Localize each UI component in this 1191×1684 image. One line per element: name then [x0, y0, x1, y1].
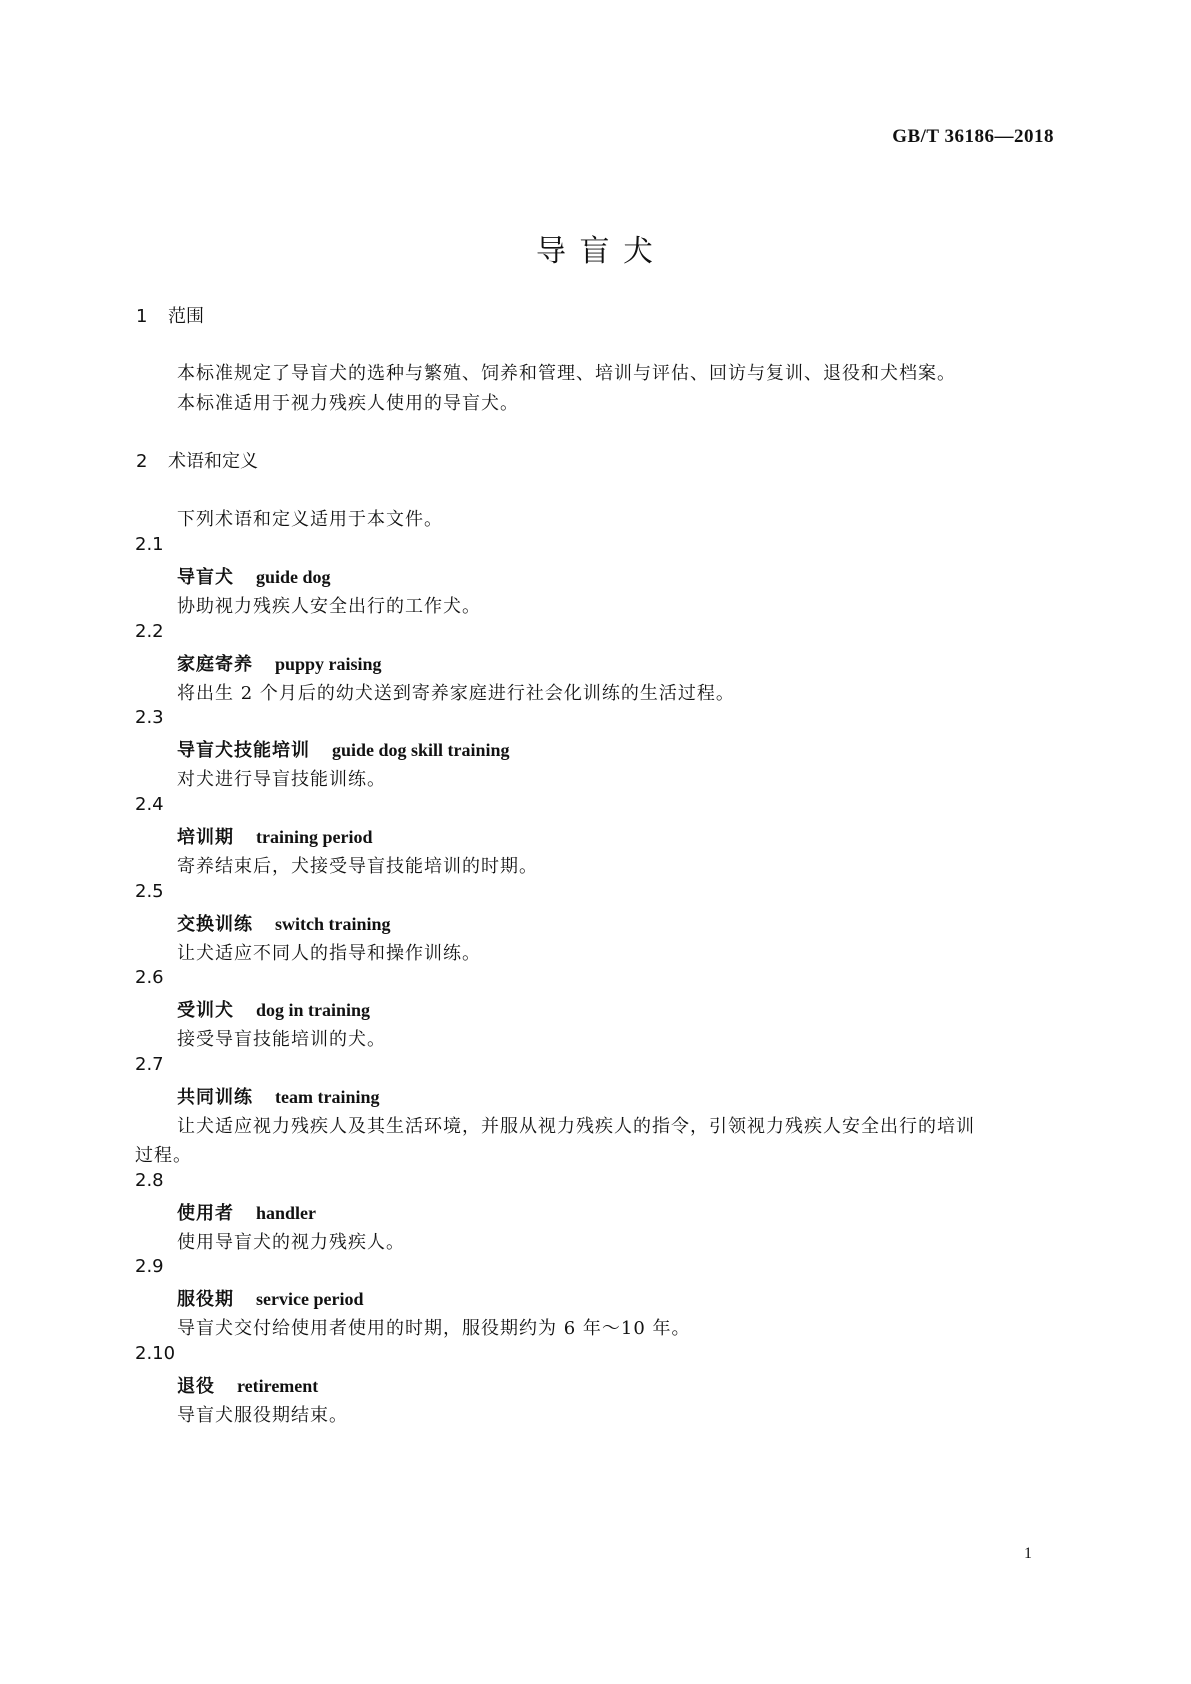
- term-definition: 让犬适应不同人的指导和操作训练。: [177, 943, 481, 964]
- term-chinese: 使用者: [177, 1203, 234, 1224]
- section-title: 术语和定义: [168, 451, 258, 472]
- standard-code: GB/T 36186—2018: [892, 126, 1054, 147]
- scope-paragraph-2: 本标准适用于视力残疾人使用的导盲犬。: [177, 393, 519, 414]
- term-definition: 接受导盲技能培训的犬。: [177, 1029, 386, 1050]
- term-number: 2.7: [135, 1054, 164, 1075]
- scope-paragraph-1: 本标准规定了导盲犬的选种与繁殖、饲养和管理、培训与评估、回访与复训、退役和犬档案。: [177, 363, 956, 384]
- term-definition: 导盲犬交付给使用者使用的时期，服役期约为 6 年～10 年。: [177, 1318, 691, 1339]
- term-entry: [177, 910, 391, 936]
- term-english: service period: [256, 1289, 364, 1309]
- term-number: 2.9: [135, 1256, 164, 1277]
- term-entry: [177, 1372, 318, 1398]
- term-number: 2.3: [135, 707, 164, 728]
- section-title: 范围: [168, 306, 204, 327]
- page-number: 1: [1024, 1545, 1032, 1562]
- term-entry: [177, 563, 331, 589]
- term-english: guide dog skill training: [332, 740, 510, 760]
- term-number: 2.10: [135, 1343, 176, 1364]
- term-number: 2.2: [135, 621, 164, 642]
- term-number: 2.4: [135, 794, 164, 815]
- term-entry: [177, 823, 373, 849]
- term-chinese: 家庭寄养: [177, 654, 253, 675]
- term-entry: [177, 650, 382, 676]
- term-english: training period: [256, 827, 373, 847]
- term-entry: [177, 736, 510, 762]
- term-english: guide dog: [256, 567, 331, 587]
- term-definition: 对犬进行导盲技能训练。: [177, 769, 386, 790]
- term-chinese: 导盲犬: [177, 567, 234, 588]
- term-chinese: 受训犬: [177, 1000, 234, 1021]
- term-english: retirement: [237, 1376, 319, 1396]
- term-definition-continuation: 过程。: [135, 1145, 192, 1166]
- term-entry: [177, 996, 370, 1022]
- term-chinese: 培训期: [177, 827, 234, 848]
- section-number: 1: [136, 306, 148, 327]
- term-definition: 让犬适应视力残疾人及其生活环境，并服从视力残疾人的指令，引领视力残疾人安全出行的培训: [177, 1116, 975, 1137]
- section-number: 2: [136, 451, 148, 472]
- section-heading-terms: [136, 447, 258, 473]
- term-chinese: 交换训练: [177, 914, 253, 935]
- document-title: 导 盲 犬: [535, 234, 656, 269]
- term-chinese: 导盲犬技能培训: [177, 740, 310, 761]
- term-entry: [177, 1285, 363, 1311]
- term-english: team training: [275, 1087, 380, 1107]
- term-english: dog in training: [256, 1000, 371, 1020]
- term-chinese: 服役期: [177, 1289, 234, 1310]
- term-english: puppy raising: [275, 654, 382, 674]
- term-definition: 使用导盲犬的视力残疾人。: [177, 1232, 405, 1253]
- term-entry: [177, 1199, 316, 1225]
- terms-intro-paragraph: 下列术语和定义适用于本文件。: [177, 509, 443, 530]
- term-entry: [177, 1083, 379, 1109]
- term-definition: 将出生 2 个月后的幼犬送到寄养家庭进行社会化训练的生活过程。: [177, 683, 735, 704]
- section-heading-scope: [136, 302, 204, 328]
- term-chinese: 退役: [177, 1376, 215, 1397]
- term-english: switch training: [275, 914, 391, 934]
- term-number: 2.1: [135, 534, 164, 555]
- term-definition: 导盲犬服役期结束。: [177, 1405, 348, 1426]
- term-definition: 寄养结束后，犬接受导盲技能培训的时期。: [177, 856, 538, 877]
- term-chinese: 共同训练: [177, 1087, 253, 1108]
- term-number: 2.5: [135, 881, 164, 902]
- term-number: 2.8: [135, 1170, 164, 1191]
- term-number: 2.6: [135, 967, 164, 988]
- term-definition: 协助视力残疾人安全出行的工作犬。: [177, 596, 481, 617]
- term-english: handler: [256, 1203, 317, 1223]
